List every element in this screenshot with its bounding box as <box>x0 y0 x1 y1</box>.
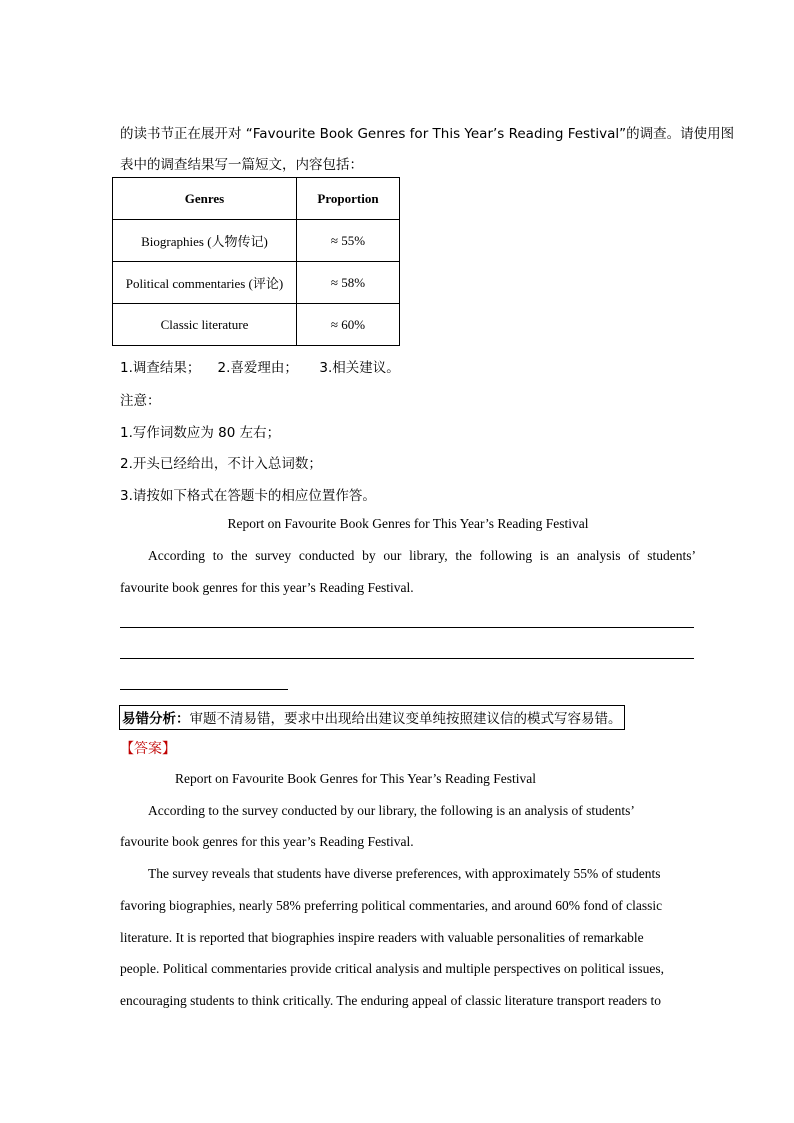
answer-title: Report on Favourite Book Genres for This Year’s Reading Festival <box>175 771 536 786</box>
table-cell-genre: Biographies (人物传记) <box>113 220 297 262</box>
table-cell-genre: Political commentaries (评论) <box>113 262 297 304</box>
content-points: 1.调查结果； 2.喜爱理由； 3.相关建议。 <box>120 360 400 376</box>
survey-table <box>112 177 400 346</box>
answer-line: According to the survey conducted by our library, the following is an analysis of students’ <box>148 803 635 818</box>
answer-blank-line <box>120 658 694 659</box>
intro-line-1: 的读书节正在展开对 “Favourite Book Genres for This Year’s Reading Festival”的调查。请使用图 <box>120 126 735 142</box>
table-row <box>113 220 400 262</box>
error-analysis-text: 审题不清易错，要求中出现给出建议变单纯按照建议信的模式写容易错。 <box>189 711 622 727</box>
error-analysis-label: 易错分析： <box>122 711 190 727</box>
table-header-row <box>113 178 400 220</box>
table-cell-genre: Classic literature <box>113 304 297 346</box>
template-line-1: According to the survey conducted by our library, the following is an analysis of students’ <box>148 548 696 563</box>
answer-line: The survey reveals that students have diverse preferences, with approximately 55% of students <box>148 866 661 881</box>
template-line-2: favourite book genres for this year’s Reading Festival. <box>120 580 414 595</box>
notes-title: 注意： <box>120 393 161 409</box>
table-header-proportion: Proportion <box>297 178 400 220</box>
table-row <box>113 304 400 346</box>
answer-line: favourite book genres for this year’s Reading Festival. <box>120 834 414 849</box>
note-item: 3.请按如下格式在答题卡的相应位置作答。 <box>120 488 376 504</box>
answer-line: literature. It is reported that biographies inspire readers with valuable personalities of remarkable <box>120 930 644 945</box>
template-title: Report on Favourite Book Genres for This Year’s Reading Festival <box>227 516 589 531</box>
table-row <box>113 262 400 304</box>
intro-line-2: 表中的调查结果写一篇短文，内容包括： <box>120 157 363 173</box>
table-cell-proportion: ≈ 60% <box>297 304 400 346</box>
answer-tag: 【答案】 <box>120 741 176 757</box>
answer-blank-line <box>120 627 694 628</box>
answer-line: people. Political commentaries provide critical analysis and multiple perspectives on political issues, <box>120 961 664 976</box>
table-cell-proportion: ≈ 55% <box>297 220 400 262</box>
answer-blank-line <box>120 689 288 690</box>
note-item: 2.开头已经给出，不计入总词数； <box>120 456 322 472</box>
error-analysis-box <box>119 705 625 730</box>
table-header-genres: Genres <box>113 178 297 220</box>
note-item: 1.写作词数应为 80 左右； <box>120 425 281 441</box>
answer-line: encouraging students to think critically. The enduring appeal of classic literature transport readers to <box>120 993 661 1008</box>
table-cell-proportion: ≈ 58% <box>297 262 400 304</box>
answer-line: favoring biographies, nearly 58% preferring political commentaries, and around 60% fond of classic <box>120 898 663 913</box>
